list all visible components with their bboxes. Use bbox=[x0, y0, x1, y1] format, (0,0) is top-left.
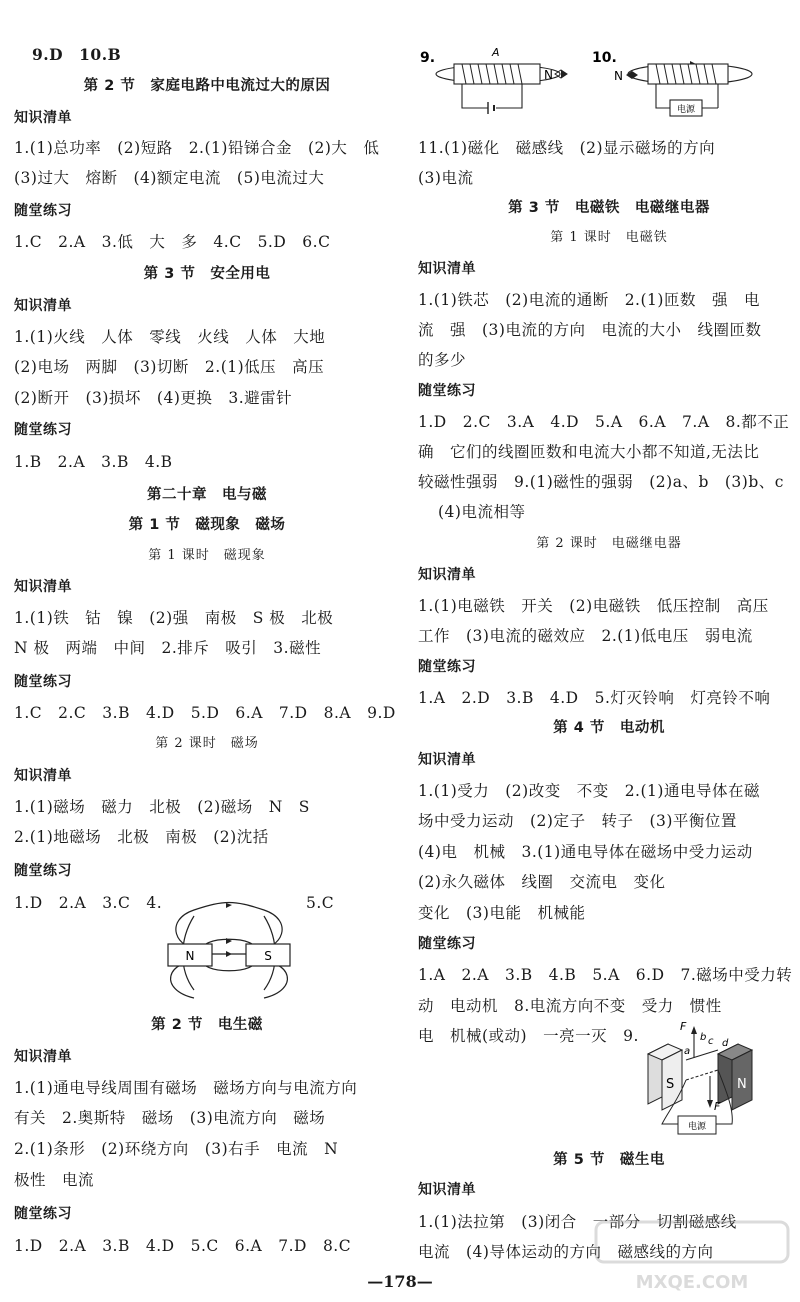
answer-line: 1.(1)火线 人体 零线 火线 人体 大地 bbox=[14, 328, 326, 346]
answer-line: 1.(1)总功率 (2)短路 2.(1)铅锑合金 (2)大 低 bbox=[14, 139, 380, 157]
heading-practice: 随堂练习 bbox=[14, 674, 72, 690]
lesson-title: 第 1 课时 磁现象 bbox=[148, 548, 266, 563]
heading-knowledge-list: 知识清单 bbox=[14, 768, 72, 784]
answer-line: 确 它们的线圈匝数和电流大小都不知道,无法比 bbox=[418, 443, 760, 461]
heading-practice: 随堂练习 bbox=[14, 863, 72, 879]
answer-line: 电流 (4)导体运动的方向 磁感线的方向 bbox=[418, 1243, 714, 1261]
heading-knowledge-list: 知识清单 bbox=[14, 298, 72, 314]
answer-line: N 极 两端 中间 2.排斥 吸引 3.磁性 bbox=[14, 639, 322, 657]
pole-n-label: N bbox=[544, 68, 553, 82]
lesson-title: 第 1 课时 电磁铁 bbox=[550, 230, 668, 245]
answer-line: 1.(1)法拉第 (3)闭合 一部分 切割磁感线 bbox=[418, 1213, 737, 1231]
point-a-label: A bbox=[492, 46, 500, 59]
section-title: 第 2 节 电生磁 bbox=[151, 1017, 263, 1033]
lesson-title: 第 2 课时 电磁继电器 bbox=[536, 536, 682, 551]
section-title: 第 3 节 安全用电 bbox=[143, 266, 271, 282]
motor-figure bbox=[638, 1020, 768, 1138]
pole-n-label: N bbox=[737, 1077, 747, 1092]
answer-line: 1.D 2.A 3.B 4.D 5.C 6.A 7.D 8.C bbox=[14, 1237, 352, 1255]
heading-practice: 随堂练习 bbox=[418, 936, 476, 952]
answer-line: 1.B 2.A 3.B 4.B bbox=[14, 453, 173, 471]
answer-line: 1.(1)铁芯 (2)电流的通断 2.(1)匝数 强 电 bbox=[418, 291, 760, 309]
answer-line: 1.(1)铁 钴 镍 (2)强 南极 S 极 北极 bbox=[14, 609, 334, 627]
heading-knowledge-list: 知识清单 bbox=[418, 261, 476, 277]
answer-line: 5.C bbox=[306, 894, 335, 912]
point-d-label: d bbox=[722, 1038, 729, 1049]
magnet-s-label: S bbox=[264, 949, 272, 963]
answer-line: 1.(1)电磁铁 开关 (2)电磁铁 低压控制 高压 bbox=[418, 597, 769, 615]
power-source-label: 电源 bbox=[676, 105, 696, 115]
heading-knowledge-list: 知识清单 bbox=[418, 567, 476, 583]
force-label: F bbox=[714, 1100, 721, 1113]
answer-line: 流 强 (3)电流的方向 电流的大小 线圈匝数 bbox=[418, 321, 762, 339]
section-title: 第 5 节 磁生电 bbox=[553, 1152, 665, 1168]
solenoid-figure-10 bbox=[590, 42, 760, 120]
answer-line: 1.D 2.C 3.A 4.D 5.A 6.A 7.A 8.都不正 bbox=[418, 413, 790, 431]
answer-line: 1.A 2.A 3.B 4.B 5.A 6.D 7.磁场中受力转 bbox=[418, 966, 793, 984]
figure-number: 9. bbox=[420, 50, 436, 66]
magnet-field-figure bbox=[154, 890, 304, 1002]
heading-practice: 随堂练习 bbox=[14, 203, 72, 219]
answer-line: 2.(1)条形 (2)环绕方向 (3)右手 电流 N bbox=[14, 1140, 339, 1158]
magnet-n-label: N bbox=[185, 949, 195, 963]
answer-line: 1.D 2.A 3.C 4. bbox=[14, 894, 163, 912]
answer-line: (2)电场 两脚 (3)切断 2.(1)低压 高压 bbox=[14, 358, 325, 376]
power-source-label: 电源 bbox=[687, 1122, 707, 1132]
heading-knowledge-list: 知识清单 bbox=[14, 1049, 72, 1065]
answer-line: 1.(1)通电导线周围有磁场 磁场方向与电流方向 bbox=[14, 1079, 358, 1097]
answer-line: 2.(1)地磁场 北极 南极 (2)沈括 bbox=[14, 828, 269, 846]
pole-n-label: N bbox=[614, 69, 623, 83]
watermark-logo bbox=[592, 1214, 792, 1294]
answer-line: 有关 2.奥斯特 磁场 (3)电流方向 磁场 bbox=[14, 1109, 326, 1127]
chapter-title: 第二十章 电与磁 bbox=[147, 487, 267, 503]
figure-number: 10. bbox=[592, 50, 617, 66]
answer-line: (2)永久磁体 线圈 交流电 变化 bbox=[418, 873, 666, 891]
answer-line: 极性 电流 bbox=[14, 1171, 95, 1189]
answer-line: 1.(1)磁场 磁力 北极 (2)磁场 N S bbox=[14, 798, 310, 816]
point-a-label: a bbox=[684, 1046, 691, 1057]
section-title: 第 4 节 电动机 bbox=[553, 720, 665, 736]
answer-line: 动 电动机 8.电流方向不变 受力 惯性 bbox=[418, 997, 722, 1015]
heading-practice: 随堂练习 bbox=[14, 422, 72, 438]
heading-practice: 随堂练习 bbox=[418, 659, 476, 675]
section-title: 第 1 节 磁现象 磁场 bbox=[128, 517, 286, 533]
pole-s-label: S bbox=[666, 1077, 675, 1092]
watermark-text: MXQE.COM bbox=[635, 1272, 749, 1293]
heading-practice: 随堂练习 bbox=[14, 1206, 72, 1222]
heading-knowledge-list: 知识清单 bbox=[418, 1182, 476, 1198]
section-title: 第 2 节 家庭电路中电流过大的原因 bbox=[83, 78, 331, 94]
answer-line: 电 机械(或动) 一亮一灭 9. bbox=[418, 1027, 639, 1045]
answer-line: 较磁性强弱 9.(1)磁性的强弱 (2)a、b (3)b、c bbox=[418, 473, 784, 491]
answer-line: 场中受力运动 (2)定子 转子 (3)平衡位置 bbox=[418, 812, 737, 830]
solenoid-figure-9 bbox=[418, 42, 578, 118]
answer-line: 1.(1)受力 (2)改变 不变 2.(1)通电导体在磁 bbox=[418, 782, 760, 800]
heading-knowledge-list: 知识清单 bbox=[14, 110, 72, 126]
answer-line: 11.(1)磁化 磁感线 (2)显示磁场的方向 bbox=[418, 139, 716, 157]
lesson-title: 第 2 课时 磁场 bbox=[155, 736, 259, 751]
section-title: 第 3 节 电磁铁 电磁继电器 bbox=[508, 200, 710, 216]
answer-line: 的多少 bbox=[418, 351, 467, 369]
answer-line: (3)过大 熔断 (4)额定电流 (5)电流过大 bbox=[14, 169, 325, 187]
page-number: —178— bbox=[367, 1272, 433, 1291]
answer-line: 变化 (3)电能 机械能 bbox=[418, 904, 586, 922]
answer-line: 工作 (3)电流的磁效应 2.(1)低电压 弱电流 bbox=[418, 627, 753, 645]
answer-line: (3)电流 bbox=[418, 169, 474, 187]
answer-line: (4)电流相等 bbox=[438, 503, 526, 521]
force-label: F bbox=[680, 1020, 687, 1033]
answer-line: 1.A 2.D 3.B 4.D 5.灯灭铃响 灯亮铃不响 bbox=[418, 689, 771, 707]
answer-line: (4)电 机械 3.(1)通电导体在磁场中受力运动 bbox=[418, 843, 753, 861]
heading-knowledge-list: 知识清单 bbox=[14, 579, 72, 595]
point-b-label: b bbox=[700, 1032, 707, 1043]
answer-line: (2)断开 (3)损坏 (4)更换 3.避雷针 bbox=[14, 389, 293, 407]
answer-line: 9.D 10.B bbox=[32, 45, 122, 64]
heading-practice: 随堂练习 bbox=[418, 383, 476, 399]
heading-knowledge-list: 知识清单 bbox=[418, 752, 476, 768]
answer-line: 1.C 2.C 3.B 4.D 5.D 6.A 7.D 8.A 9.D bbox=[14, 704, 396, 722]
point-c-label: c bbox=[708, 1036, 714, 1047]
answer-line: 1.C 2.A 3.低 大 多 4.C 5.D 6.C bbox=[14, 233, 331, 251]
